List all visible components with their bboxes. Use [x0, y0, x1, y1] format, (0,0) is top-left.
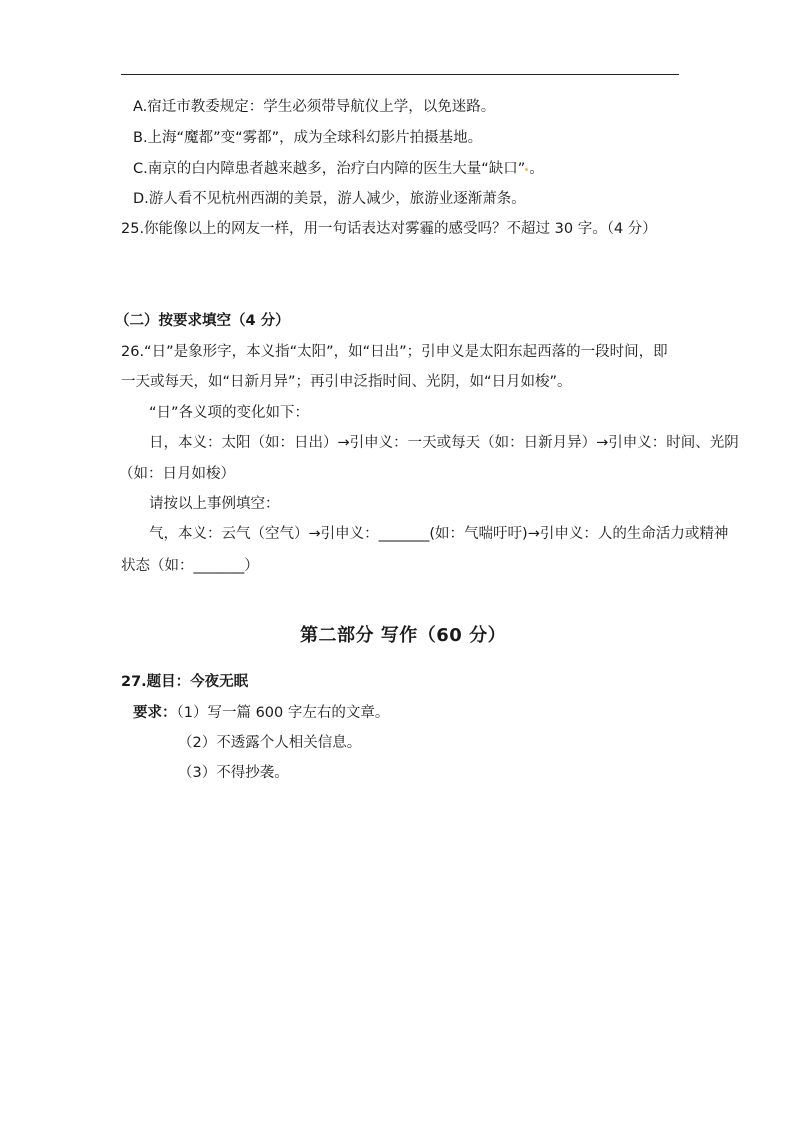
requirement-3: （3）不得抄袭。	[178, 765, 289, 781]
section-heading: （二）按要求填空（4 分）	[115, 313, 290, 329]
part-two-title: 第二部分 写作（60 分）	[300, 625, 507, 646]
requirement-2: （2）不透露个人相关信息。	[178, 735, 362, 751]
option-c-text: C.南京的白内障患者越来越多，治疗白内障的医生大量“缺口”	[133, 161, 526, 177]
q26-line-2: 一天或每天，如“日新月异”；再引申泛指时间、光阴，如“日月如梭”。	[121, 374, 572, 390]
option-a: A.宿迁市教委规定：学生必须带导航仪上学，以免迷路。	[133, 99, 496, 115]
q26-line-7: 气，本义：云气（空气）→引申义：_______(如：气喘吁吁)→引申义：人的生命活力或精神	[149, 526, 729, 542]
q26-line-4: 日，本义：太阳（如：日出）→引申义：一天或每天（如：日新月异）→引申义：时间、光阴	[149, 435, 739, 451]
option-c-end: 。	[529, 161, 544, 177]
q26-line-1: 26.“日”是象形字，本义指“太阳”，如“日出”；引申义是太阳东起西落的一段时间，即	[121, 344, 668, 360]
option-d: D.游人看不见杭州西湖的美景，游人减少，旅游业逐渐萧条。	[133, 191, 526, 207]
question-27-title: 27.题目：今夜无眠	[121, 674, 249, 690]
requirements-1	[133, 703, 389, 723]
stray-mark	[525, 168, 528, 171]
requirements-label: 要求：	[133, 705, 177, 721]
option-c	[133, 159, 544, 179]
question-25: 25.你能像以上的网友一样，用一句话表达对雾霾的感受吗？不超过 30 字。（4 分）	[121, 221, 657, 237]
q26-line-3: “日”各义项的变化如下：	[149, 405, 310, 421]
q26-line-6: 请按以上事例填空：	[149, 496, 280, 512]
q26-line-5: （如：日月如梭）	[119, 466, 235, 482]
q26-line-8: 状态（如：_______）	[121, 558, 259, 574]
option-b: B.上海“魔都”变“雾都”，成为全球科幻影片拍摄基地。	[133, 130, 483, 146]
header-rule	[121, 74, 679, 75]
requirement-1: （1）写一篇 600 字左右的文章。	[176, 705, 390, 721]
